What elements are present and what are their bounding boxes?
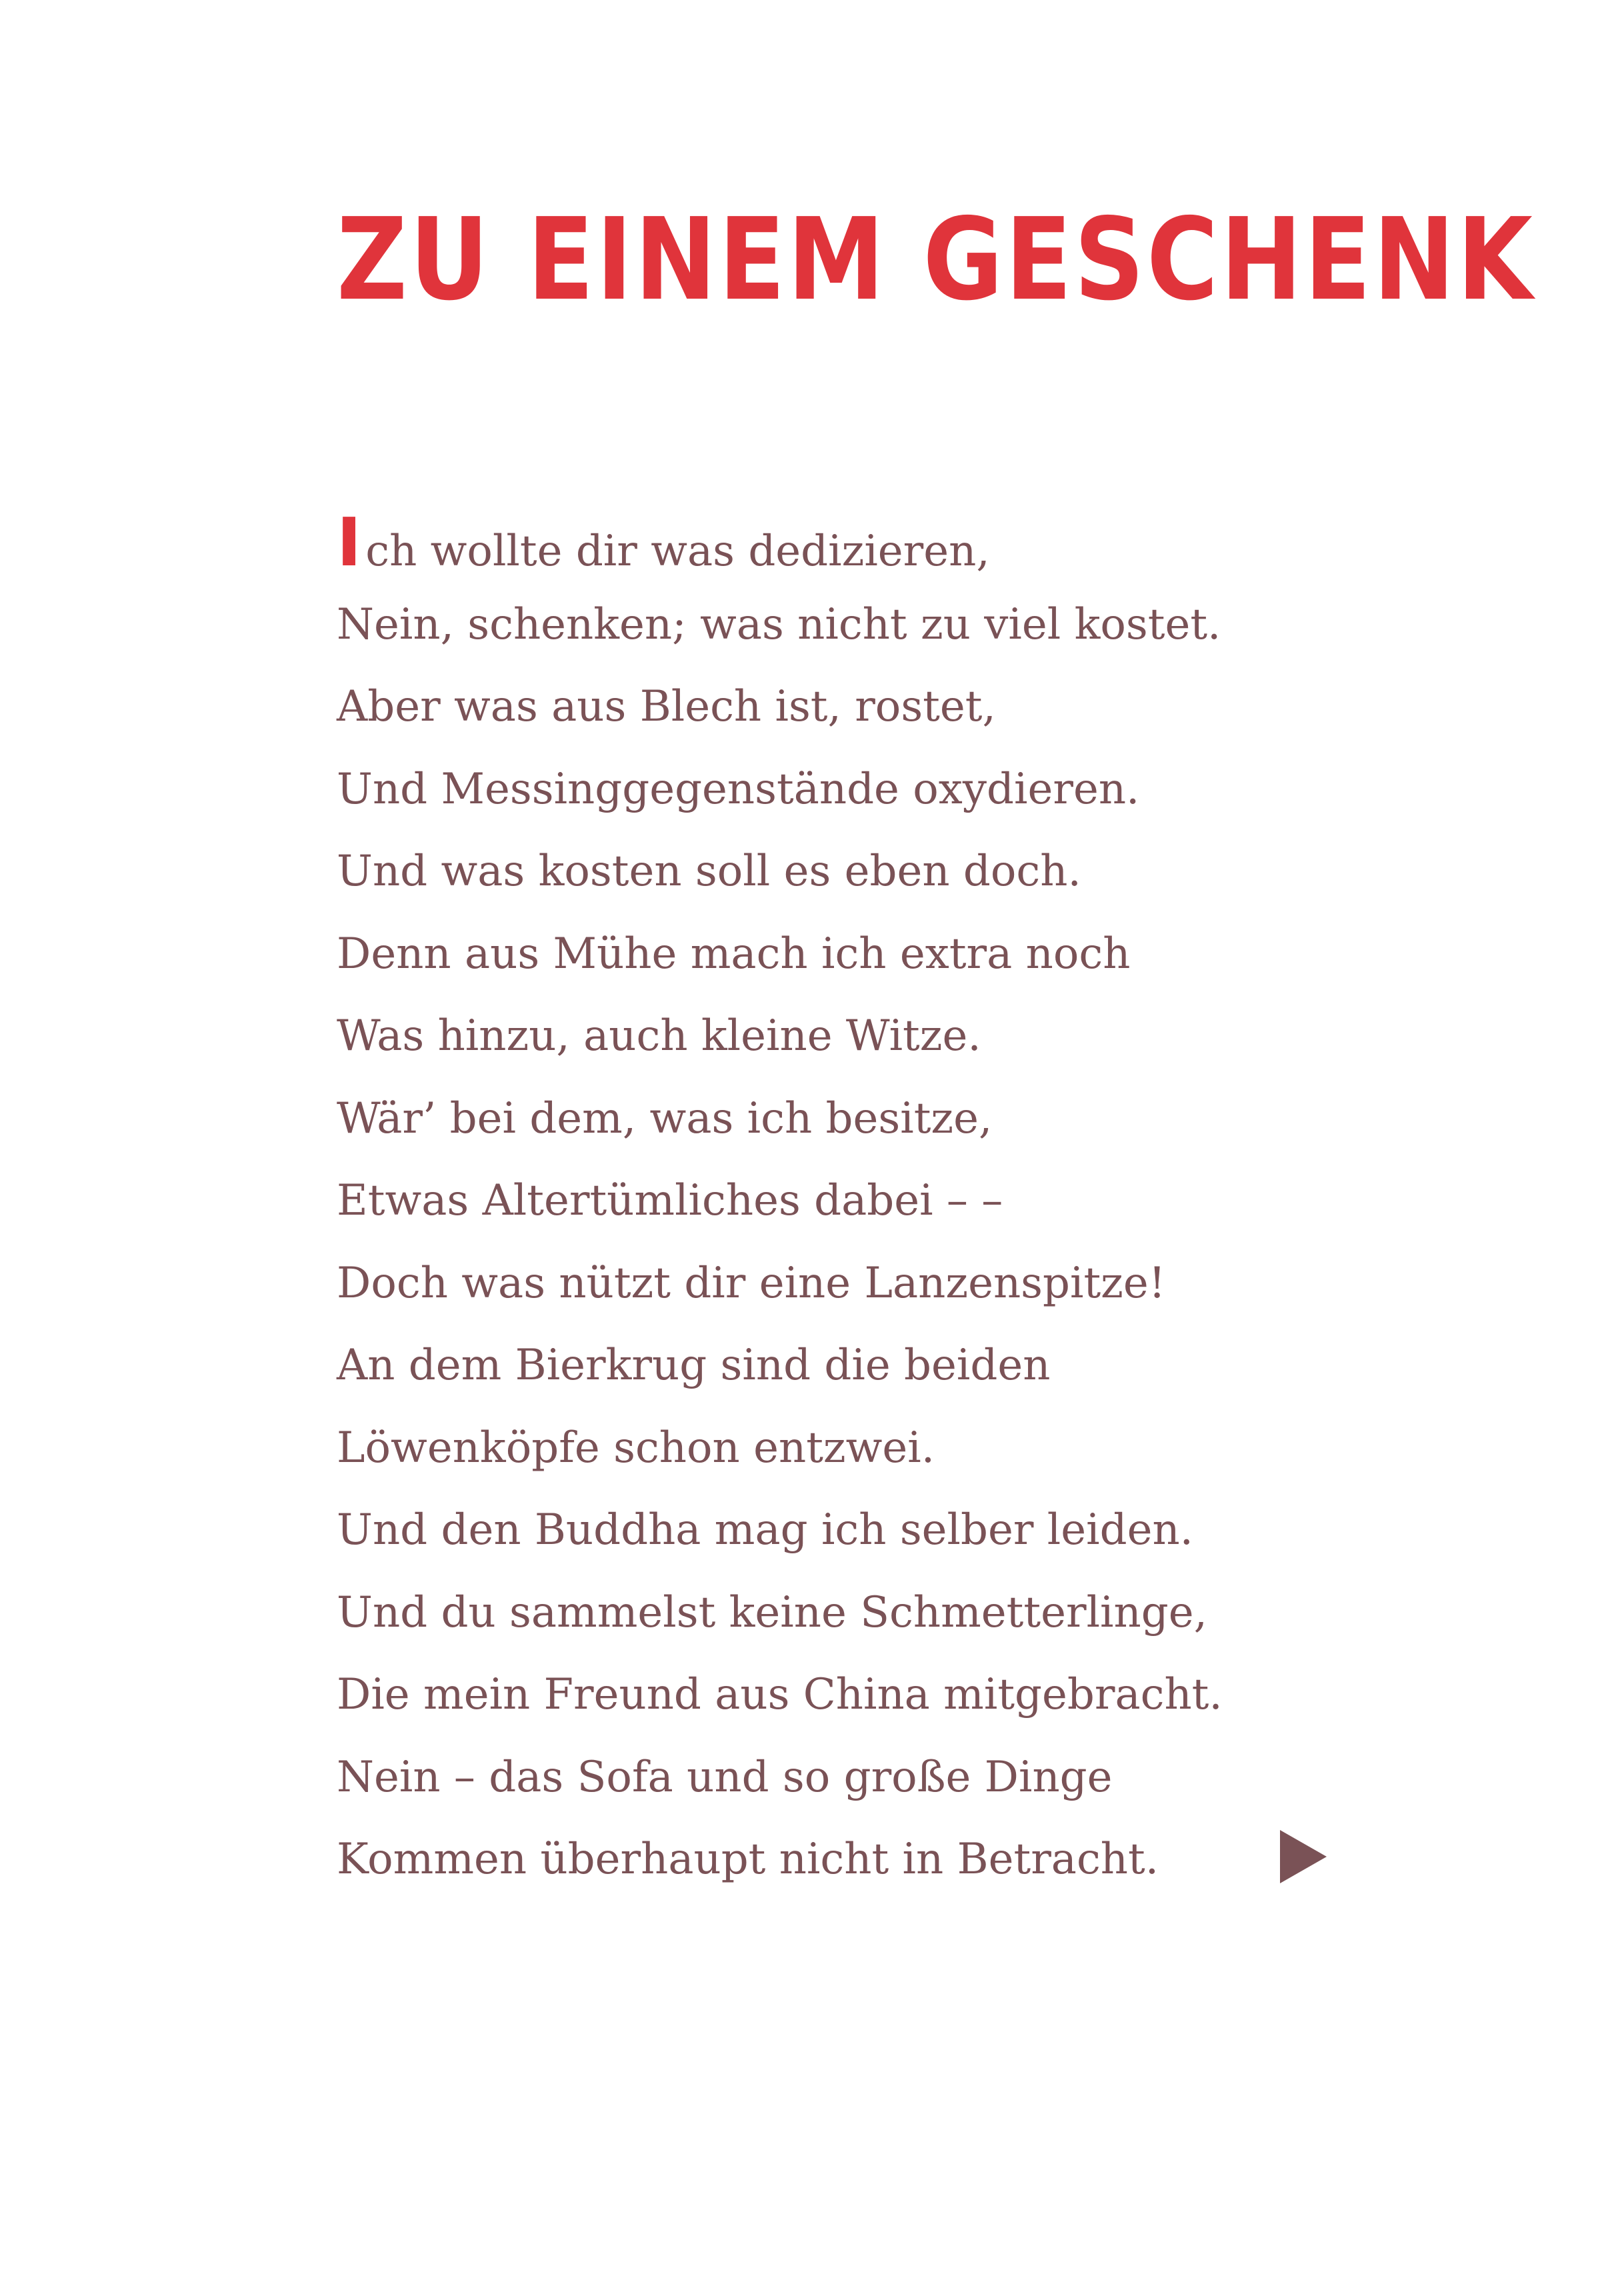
drop-initial: I xyxy=(337,503,362,581)
poem-line: Aber was aus Blech ist, rostet, xyxy=(337,682,996,731)
poem-line: Und den Buddha mag ich selber leiden. xyxy=(337,1505,1193,1555)
poem-line: Nein, schenken; was nicht zu viel kostet. xyxy=(337,599,1221,649)
poem-line: Die mein Freund aus China mitgebracht. xyxy=(337,1670,1223,1719)
poem-line: An dem Bierkrug sind die beiden xyxy=(337,1341,1051,1390)
poem-line: Etwas Altertümliches dabei – – xyxy=(337,1176,1003,1225)
poem-title: ZU EINEM GESCHENK xyxy=(337,194,1535,326)
poem-line: Doch was nützt dir eine Lanzenspitze! xyxy=(337,1258,1166,1308)
poem-line: Und du sammelst keine Schmetterlinge, xyxy=(337,1587,1207,1637)
poem-line: Nein – das Sofa und so große Dinge xyxy=(337,1752,1113,1802)
triangle-right-icon[interactable] xyxy=(1280,1830,1327,1883)
poem-body xyxy=(337,501,1223,1901)
poem-line: Was hinzu, auch kleine Witze. xyxy=(337,1011,981,1061)
poem-line: Wär’ bei dem, was ich besitze, xyxy=(337,1093,993,1143)
poem-line: Löwenköpfe schon entzwei. xyxy=(337,1423,935,1473)
poem-line: Denn aus Mühe mach ich extra noch xyxy=(337,929,1131,979)
poem-line: Kommen überhaupt nicht in Betracht. xyxy=(337,1835,1159,1884)
poem-line-first xyxy=(337,501,1223,584)
poem-line: Und was kosten soll es eben doch. xyxy=(337,847,1081,896)
poem-line-first-text: ch wollte dir was dedizieren, xyxy=(365,527,990,576)
poem-line: Und Messinggegenstände oxydieren. xyxy=(337,764,1140,814)
